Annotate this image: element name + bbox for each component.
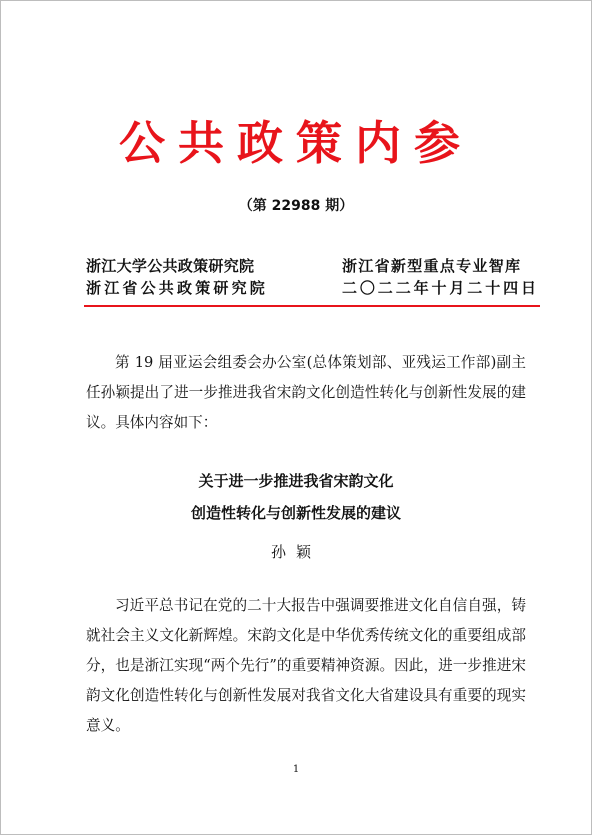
article-title-line1: 关于进一步推进我省宋韵文化 <box>198 472 394 490</box>
article-title-line2: 创造性转化与创新性发展的建议 <box>190 504 401 522</box>
issue-date: 二〇二二年十月二十四日 <box>342 279 539 297</box>
issue-number: （第 22988 期） <box>238 198 354 214</box>
intro-paragraph: 第 19 届亚运会组委会办公室(总体策划部、亚残运工作部)副主任孙颖提出了进一步推进我省宋韵文化创造性转化与创新性发展的建议。具体内容如下： <box>86 354 526 431</box>
author-name: 孙颖 <box>270 543 321 561</box>
page-number: 1 <box>292 764 300 775</box>
issuer-left-line1: 浙江大学公共政策研究院 <box>86 257 255 275</box>
issuer-left-line2: 浙江省公共政策研究院 <box>86 279 269 297</box>
publication-title: 公共政策内参 <box>119 116 473 170</box>
issuer-right-line1: 浙江省新型重点专业智库 <box>342 257 522 275</box>
header-divider <box>84 305 540 307</box>
body-paragraph: 习近平总书记在党的二十大报告中强调要推进文化自信自强，铸就社会主义文化新辉煌。宋韵文化是中华优秀传统文化的重要组成部分，也是浙江实现“两个先行”的重要精神资源。因此，进一步推进宋韵文化创造性转化与创新性发展对我省文化大省建设具有重要的现实意义。 <box>86 597 526 734</box>
